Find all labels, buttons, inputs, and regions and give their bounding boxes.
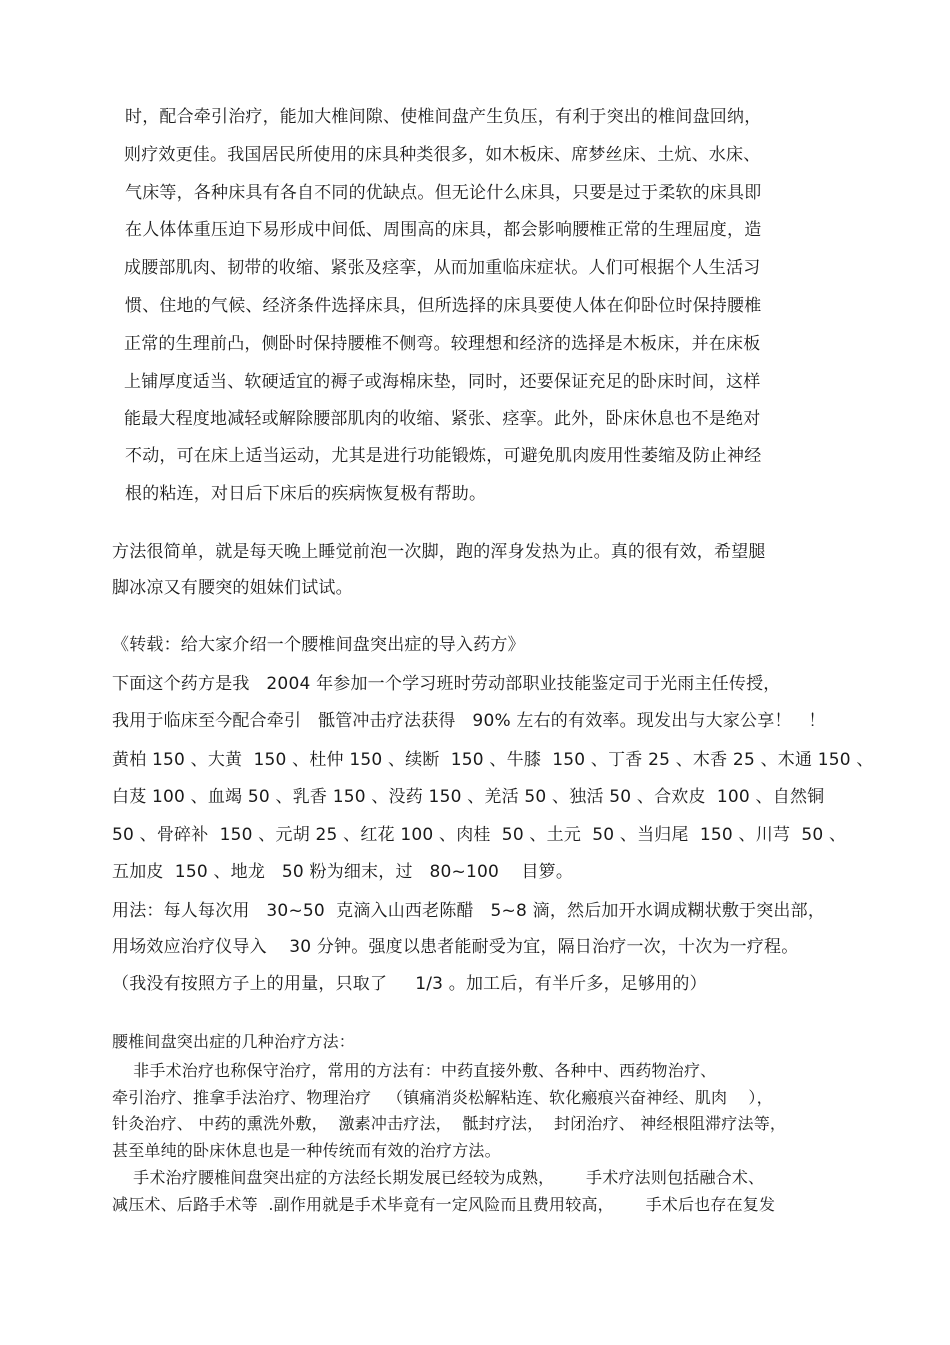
text-line: 则疗效更佳。我国居民所使用的床具种类很多，如木板床、席梦丝床、土炕、水床、: [124, 145, 761, 165]
section-heading: 腰椎间盘突出症的几种治疗方法：: [112, 1032, 356, 1051]
text-line: 不动，可在床上适当运动，尤其是进行功能锻炼，可避免肌肉废用性萎缩及防止神经: [125, 446, 762, 466]
text-line: 在人体体重压迫下易形成中间低、周围高的床具，都会影响腰椎正常的生理屈度，造: [125, 220, 762, 240]
text-line: 根的粘连，对日后下床后的疾病恢复极有帮助。: [125, 484, 487, 504]
text-line: 脚冰凉又有腰突的姐妹们试试。: [112, 578, 353, 598]
text-line: 正常的生理前凸，侧卧时保持腰椎不侧弯。较理想和经济的选择是木板床，并在床板: [124, 334, 761, 354]
text-line: 下面这个药方是我 2004 年参加一个学习班时劳动部职业技能鉴定司于光雨主任传授，: [112, 674, 781, 694]
text-line: 惯、住地的气候、经济条件选择床具，但所选择的床具要使人体在仰卧位时保持腰椎: [125, 296, 762, 316]
ingredient-line: 50 、骨碎补 150 、元胡 25 、红花 100 、肉桂 50 、土元 50 、当归尾 150 、川芎 50 、: [112, 825, 847, 845]
ingredient-line: 黄柏 150 、大黄 150 、杜仲 150 、续断 150 、牛膝 150 、丁香 25 、木香 25 、木通 150 、: [112, 750, 874, 770]
text-line: 手术治疗腰椎间盘突出症的方法经长期发展已经较为成熟， 手术疗法则包括融合术、: [112, 1168, 765, 1187]
text-line: 时，配合牵引治疗，能加大椎间隙、使椎间盘产生负压，有利于突出的椎间盘回纳，: [125, 107, 762, 127]
text-line: 非手术治疗也称保守治疗，常用的方法有：中药直接外敷、各种中、西药物治疗、: [112, 1061, 717, 1080]
text-line: 气床等，各种床具有各自不同的优缺点。但无论什么床具，只要是过于柔软的床具即: [125, 183, 762, 203]
article-title: 《转载：给大家介绍一个腰椎间盘突出症的导入药方》: [112, 635, 525, 655]
text-line: 我用于临床至今配合牵引 骶管冲击疗法获得 90% 左右的有效率。现发出与大家公享！ ！: [112, 711, 826, 731]
text-line: 牵引治疗、推拿手法治疗、物理治疗 （镇痛消炎松解粘连、软化瘢痕兴奋神经、肌肉 ），: [112, 1088, 773, 1107]
text-line: 方法很简单，就是每天晚上睡觉前泡一次脚，跑的浑身发热为止。真的很有效，希望腿: [112, 542, 766, 562]
text-line: 甚至单纯的卧床休息也是一种传统而有效的治疗方法。: [112, 1141, 501, 1160]
text-line: 减压术、后路手术等 .副作用就是手术毕竟有一定风险而且费用较高， 手术后也存在复发: [112, 1195, 776, 1214]
text-line: （我没有按照方子上的用量，只取了 1/3 。加工后，有半斤多，足够用的）: [112, 974, 707, 994]
ingredient-line: 五加皮 150 、地龙 50 粉为细末，过 80~100 目箩。: [112, 862, 574, 882]
text-line: 上铺厚度适当、软硬适宜的褥子或海棉床垫，同时，还要保证充足的卧床时间，这样: [124, 372, 761, 392]
text-line: 成腰部肌肉、韧带的收缩、紧张及痉挛，从而加重临床症状。人们可根据个人生活习: [124, 258, 761, 278]
ingredient-line: 白芨 100 、血竭 50 、乳香 150 、没药 150 、羌活 50 、独活 50 、合欢皮 100 、自然铜: [112, 787, 825, 807]
usage-line: 用法：每人每次用 30~50 克滴入山西老陈醋 5~8 滴，然后加开水调成糊状敷于突出部，: [112, 901, 826, 921]
text-line: 能最大程度地减轻或解除腰部肌肉的收缩、紧张、痉挛。此外，卧床休息也不是绝对: [124, 409, 761, 429]
text-line: 针灸治疗、 中药的熏洗外敷， 激素冲击疗法， 骶封疗法， 封闭治疗、 神经根阻滞疗法等，: [112, 1114, 787, 1133]
usage-line: 用场效应治疗仪导入 30 分钟。强度以患者能耐受为宜，隔日治疗一次，十次为一疗程。: [112, 937, 799, 957]
